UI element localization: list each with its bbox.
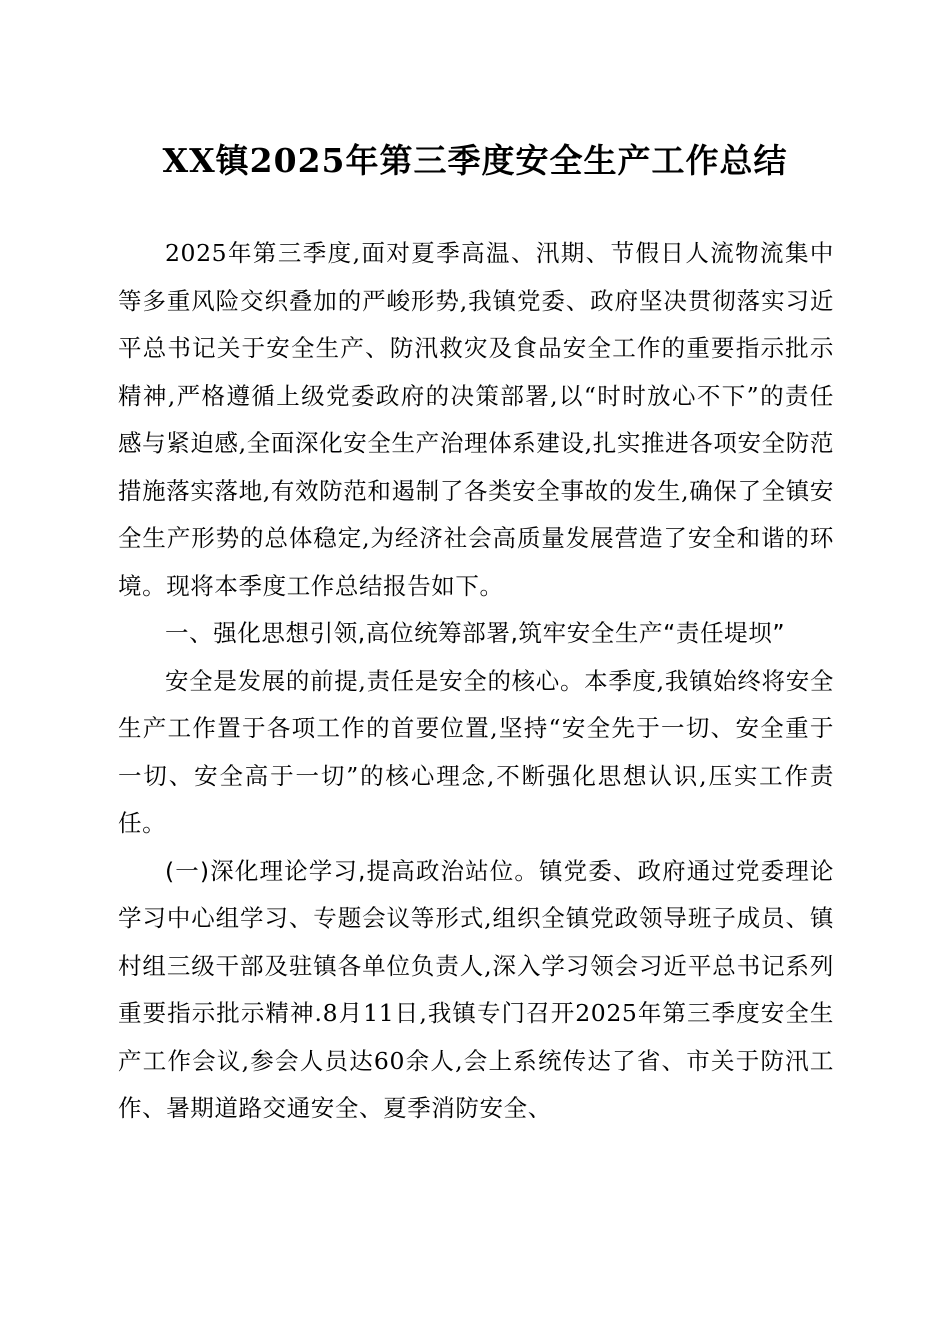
section-heading-1: 一、强化思想引领,高位统筹部署,筑牢安全生产“责任堤坝”	[165, 619, 786, 647]
subsection-1-text: 镇党委、政府通过党委理论学习中心组学习、专题会议等形式,组织全镇党政领导班子成员、镇村组三级干部及驻镇各单位负责人,深入学习领会习近平总书记系列重要指示批示精神.8月11日,我镇专门召开2025年第三季度安全生产工作会议,参会人员达60余人,会上系统传达了省、市关于防汛工作、暑期道路交通安全、夏季消防安全、	[118, 856, 835, 1122]
section-1-paragraph: 安全是发展的前提,责任是安全的核心。本季度,我镇始终将安全生产工作置于各项工作的首要位置,坚持“安全先于一切、安全重于一切、安全高于一切”的核心理念,不断强化思想认识,压实工作责任。	[118, 666, 834, 837]
subsection-1-paragraph	[118, 848, 834, 1133]
document-title: XX镇2025年第三季度安全生产工作总结	[162, 141, 788, 180]
intro-paragraph: 2025年第三季度,面对夏季高温、汛期、节假日人流物流集中等多重风险交织叠加的严峻形势,我镇党委、政府坚决贯彻落实习近平总书记关于安全生产、防汛救灾及食品安全工作的重要指示批示精神,严格遵循上级党委政府的决策部署,以“时时放心不下”的责任感与紧迫感,全面深化安全生产治理体系建设,扎实推进各项安全防范措施落实落地,有效防范和遏制了各类安全事故的发生,确保了全镇安全生产形势的总体稳定,为经济社会高质量发展营造了安全和谐的环境。现将本季度工作总结报告如下。	[118, 239, 834, 600]
document-body	[118, 230, 834, 1133]
subsection-1-lead: (一)深化理论学习,提高政治站位。	[165, 856, 539, 885]
